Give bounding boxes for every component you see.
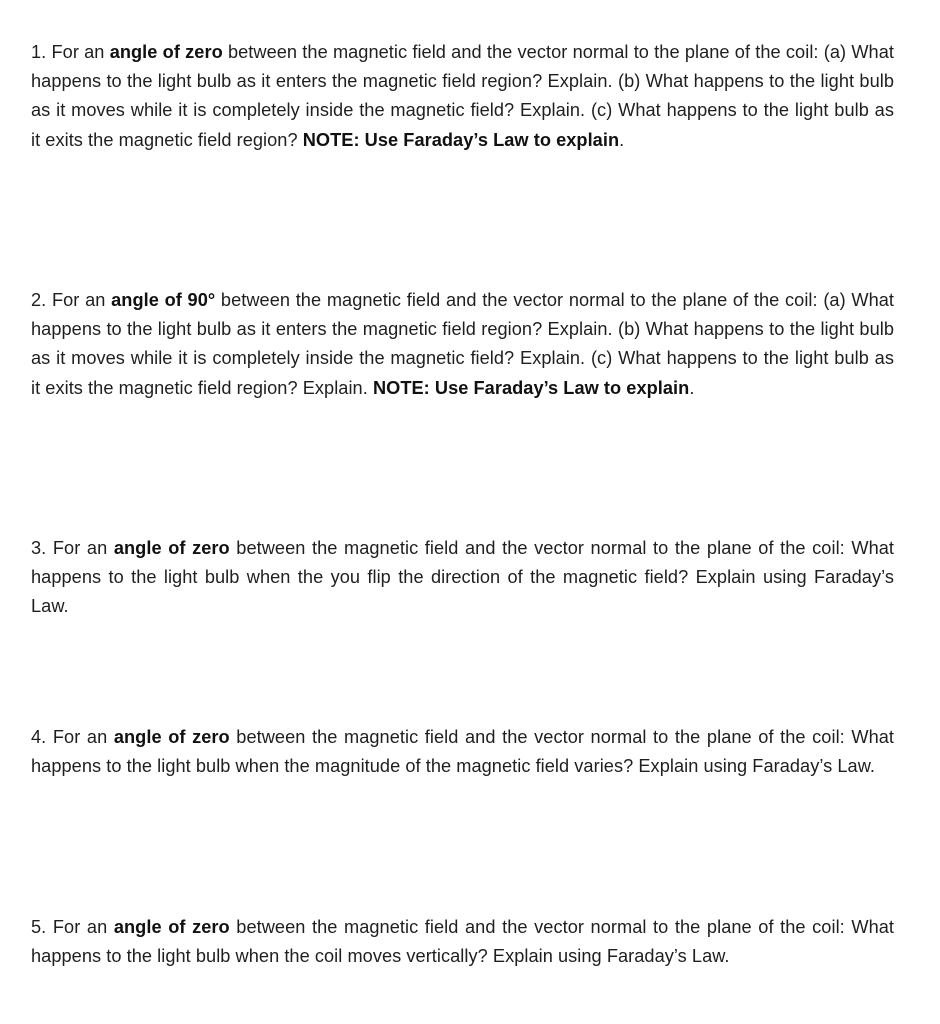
question-number: 4.	[31, 727, 47, 747]
question-body: (a) What happens to the light bulb as it enters the magnetic field region? Explain. (b) What happens to the light bulb as it moves while it is completely inside the magnetic field? Explain. (c) What happens to the light bulb as it exits the magnetic field region? Explain.	[31, 290, 895, 398]
question-stem: between the magnetic field and the vector normal to the plane of the coil:	[236, 727, 845, 747]
question-lead: For an	[52, 727, 108, 747]
question-number: 1.	[31, 42, 47, 62]
question-lead: For an	[52, 917, 108, 937]
question-lead: For an	[51, 290, 106, 310]
question-body: What happens to the light bulb when the you flip the direction of the magnetic field? Explain using Faraday’s Law.	[31, 538, 895, 617]
question-stem: between the magnetic field and the vector normal to the plane of the coil:	[236, 538, 845, 558]
question-number: 5.	[31, 917, 47, 937]
question-note: NOTE: Use Faraday’s Law to explain	[372, 377, 690, 398]
question-5	[31, 913, 894, 971]
question-end: .	[619, 129, 625, 150]
question-number: 3.	[31, 538, 47, 558]
question-stem: between the magnetic field and the vector normal to the plane of the coil:	[220, 290, 818, 310]
question-stem: between the magnetic field and the vector normal to the plane of the coil:	[236, 917, 845, 937]
question-1	[31, 38, 894, 155]
question-3	[31, 534, 894, 622]
question-body: (a) What happens to the light bulb as it enters the magnetic field region? Explain. (b) What happens to the light bulb as it moves while it is completely inside the magnetic field? Explain. (c) What happens to the light bulb as it exits the magnetic field region?	[31, 42, 894, 150]
question-lead: For an	[52, 538, 108, 558]
question-lead: For an	[51, 42, 105, 62]
question-angle: angle of 90°	[111, 290, 216, 310]
question-2	[31, 286, 894, 403]
question-note: NOTE: Use Faraday’s Law to explain	[302, 129, 620, 150]
question-stem: between the magnetic field and the vector normal to the plane of the coil:	[227, 42, 819, 62]
question-angle: angle of zero	[113, 727, 230, 747]
question-4	[31, 723, 894, 781]
question-angle: angle of zero	[113, 917, 230, 937]
question-angle: angle of zero	[109, 42, 223, 62]
question-number: 2.	[31, 290, 47, 310]
question-angle: angle of zero	[113, 538, 230, 558]
question-body: What happens to the light bulb when the magnitude of the magnetic field varies? Explain using Faraday’s Law.	[31, 727, 895, 777]
question-end: .	[689, 377, 695, 398]
question-body: What happens to the light bulb when the coil moves vertically? Explain using Faraday’s Law.	[31, 917, 895, 967]
